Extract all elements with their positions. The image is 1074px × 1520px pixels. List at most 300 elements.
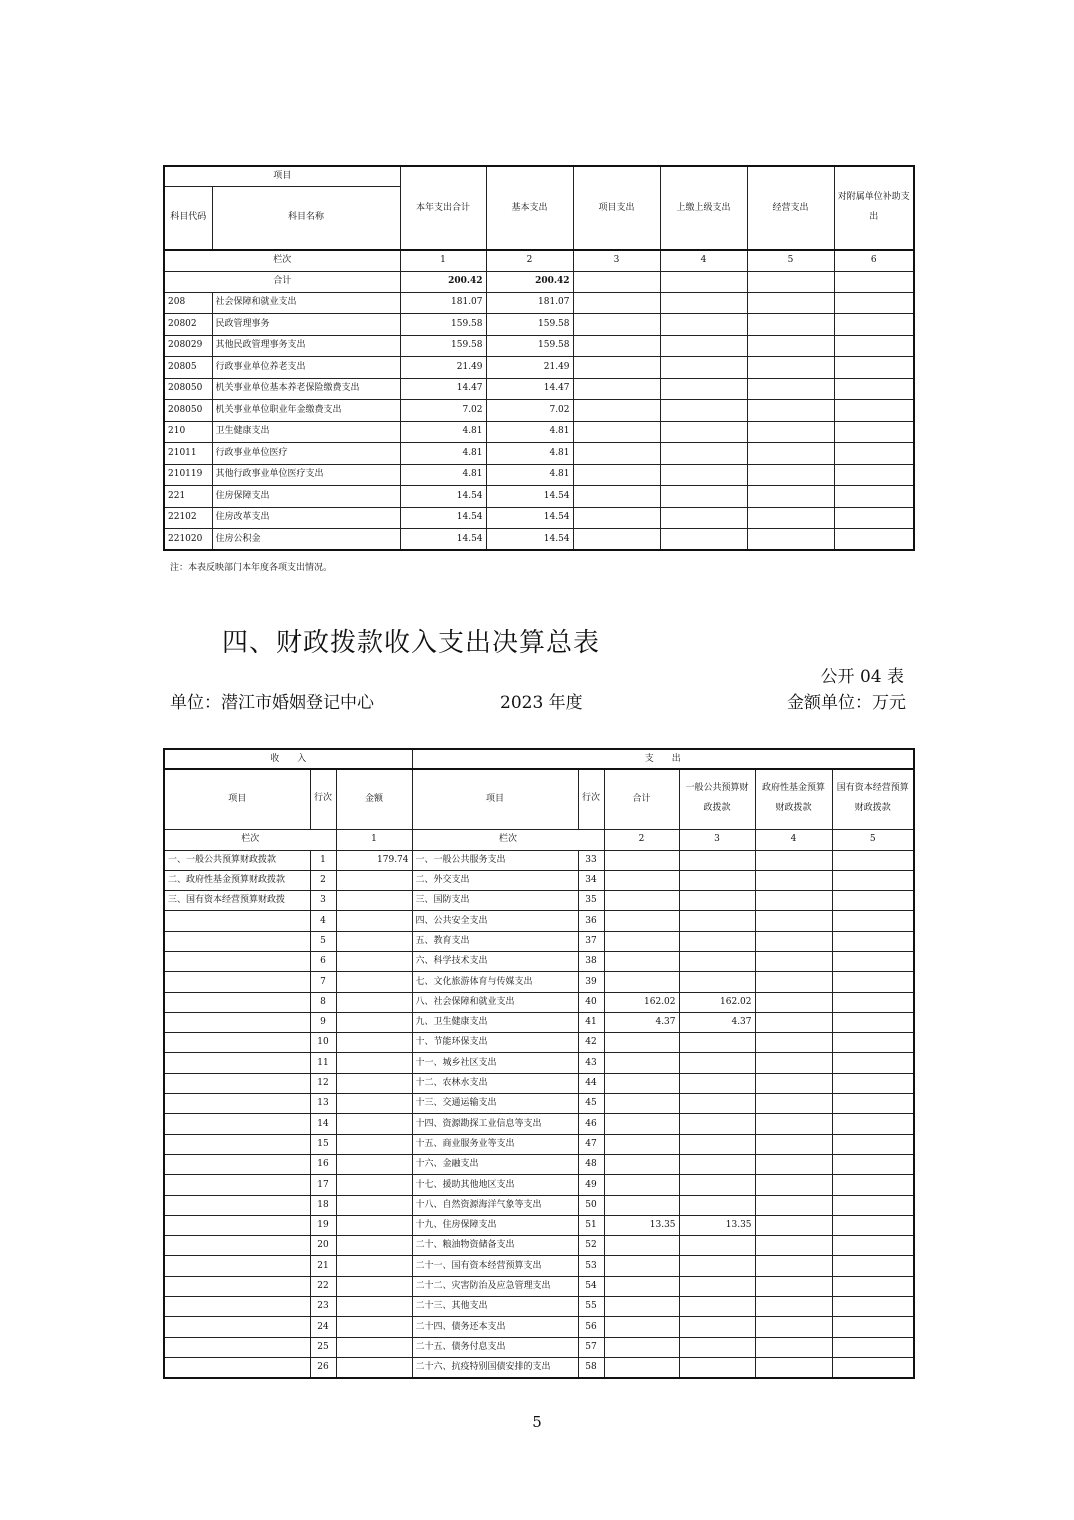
- colnum: 6: [834, 250, 914, 271]
- table-row: [164, 335, 914, 357]
- row-project: [573, 464, 660, 486]
- subject-code: 210119: [164, 464, 212, 486]
- income-line: 24: [310, 1317, 336, 1337]
- expense-total: 162.02: [604, 992, 679, 1012]
- expense-total: 13.35: [604, 1215, 679, 1235]
- expense-line: 43: [578, 1053, 604, 1073]
- row-upper: [660, 400, 747, 422]
- table-row: [164, 357, 914, 379]
- colnum: 3: [679, 829, 755, 850]
- expense-state-cap: [832, 1073, 914, 1093]
- amount-unit-label: 金额单位：万元: [787, 693, 906, 713]
- income-amount: [336, 951, 412, 971]
- expense-state-cap: [832, 951, 914, 971]
- income-amount: [336, 1154, 412, 1174]
- income-amount: [336, 992, 412, 1012]
- row-basic: 181.07: [486, 292, 573, 314]
- income-item: 三、国有资本经营预算财政拨: [164, 891, 310, 911]
- subject-code: 208: [164, 292, 212, 314]
- row-total: 14.47: [400, 378, 486, 400]
- expense-general: [679, 891, 755, 911]
- income-line: 16: [310, 1154, 336, 1174]
- expense-item: 十二、农林水支出: [412, 1073, 578, 1093]
- expense-line: 51: [578, 1215, 604, 1235]
- row-basic: 21.49: [486, 357, 573, 379]
- income-line: 10: [310, 1033, 336, 1053]
- income-line: 3: [310, 891, 336, 911]
- row-project: [573, 507, 660, 529]
- header-colno: 栏次: [164, 250, 400, 271]
- row-basic: 14.54: [486, 529, 573, 551]
- income-amount: [336, 1317, 412, 1337]
- expense-item: 十三、交通运输支出: [412, 1094, 578, 1114]
- expense-item: 五、教育支出: [412, 931, 578, 951]
- table-row: [164, 1094, 914, 1114]
- row-project: [573, 400, 660, 422]
- expense-general: [679, 1175, 755, 1195]
- expense-line: 52: [578, 1236, 604, 1256]
- expense-item: 十七、援助其他地区支出: [412, 1175, 578, 1195]
- income-item: [164, 1357, 310, 1377]
- row-subsidy: [834, 486, 914, 508]
- expense-state-cap: [832, 850, 914, 870]
- expense-line: 49: [578, 1175, 604, 1195]
- income-item: [164, 1337, 310, 1357]
- header-upper: 上缴上级支出: [660, 166, 747, 250]
- income-item: [164, 1215, 310, 1235]
- expense-gov-fund: [755, 1175, 832, 1195]
- expense-line: 38: [578, 951, 604, 971]
- expense-total: [604, 850, 679, 870]
- header-item: 项目: [164, 769, 310, 829]
- expense-state-cap: [832, 992, 914, 1012]
- expense-item: 十六、金融支出: [412, 1154, 578, 1174]
- expense-gov-fund: [755, 1134, 832, 1154]
- row-business: [747, 314, 834, 336]
- income-line: 11: [310, 1053, 336, 1073]
- expense-state-cap: [832, 911, 914, 931]
- colnum: 5: [747, 250, 834, 271]
- subject-name: 社会保障和就业支出: [212, 292, 400, 314]
- expense-total: [604, 931, 679, 951]
- page-number: 5: [532, 1413, 542, 1431]
- expense-item: 四、公共安全支出: [412, 911, 578, 931]
- expense-item: 六、科学技术支出: [412, 951, 578, 971]
- expense-general: [679, 1094, 755, 1114]
- row-upper: [660, 529, 747, 551]
- header-basic: 基本支出: [486, 166, 573, 250]
- table-row: [164, 1053, 914, 1073]
- sum-total: 200.42: [400, 271, 486, 292]
- expense-gov-fund: [755, 1114, 832, 1134]
- expense-state-cap: [832, 1094, 914, 1114]
- row-basic: 4.81: [486, 421, 573, 443]
- income-amount: [336, 911, 412, 931]
- income-amount: [336, 1094, 412, 1114]
- expense-gov-fund: [755, 1012, 832, 1032]
- header-expense: 支 出: [412, 749, 914, 769]
- income-line: 15: [310, 1134, 336, 1154]
- subject-code: 221020: [164, 529, 212, 551]
- row-subsidy: [834, 421, 914, 443]
- income-amount: [336, 1256, 412, 1276]
- expense-total: [604, 1033, 679, 1053]
- expense-gov-fund: [755, 1094, 832, 1114]
- expense-item: 二十六、抗疫特别国债安排的支出: [412, 1357, 578, 1377]
- table-row: [164, 486, 914, 508]
- expense-line: 36: [578, 911, 604, 931]
- row-subsidy: [834, 464, 914, 486]
- expense-general: [679, 1276, 755, 1296]
- income-amount: 179.74: [336, 850, 412, 870]
- expense-line: 56: [578, 1317, 604, 1337]
- expense-total: [604, 1256, 679, 1276]
- row-upper: [660, 335, 747, 357]
- expense-gov-fund: [755, 1276, 832, 1296]
- expense-state-cap: [832, 1337, 914, 1357]
- row-total: 14.54: [400, 486, 486, 508]
- table-row: [164, 1073, 914, 1093]
- expense-state-cap: [832, 972, 914, 992]
- expense-general: [679, 1256, 755, 1276]
- row-subsidy: [834, 507, 914, 529]
- expense-line: 58: [578, 1357, 604, 1377]
- expense-gov-fund: [755, 850, 832, 870]
- row-subsidy: [834, 335, 914, 357]
- subject-name: 卫生健康支出: [212, 421, 400, 443]
- expense-item: 十、节能环保支出: [412, 1033, 578, 1053]
- table-row: [164, 850, 914, 870]
- expense-total: [604, 1154, 679, 1174]
- income-item: [164, 1073, 310, 1093]
- table-row: [164, 972, 914, 992]
- row-business: [747, 443, 834, 465]
- expense-total: [604, 1357, 679, 1377]
- income-line: 5: [310, 931, 336, 951]
- table-row: [164, 1297, 914, 1317]
- row-upper: [660, 443, 747, 465]
- expense-line: 39: [578, 972, 604, 992]
- expense-line: 37: [578, 931, 604, 951]
- subject-name: 行政事业单位养老支出: [212, 357, 400, 379]
- colnum: 3: [573, 250, 660, 271]
- row-business: [747, 400, 834, 422]
- expense-total: [604, 1195, 679, 1215]
- colnum: 1: [336, 829, 412, 850]
- row-upper: [660, 507, 747, 529]
- expense-item: 二十四、债务还本支出: [412, 1317, 578, 1337]
- table-row: [164, 1317, 914, 1337]
- expense-item: 二十、粮油物资储备支出: [412, 1236, 578, 1256]
- income-line: 23: [310, 1297, 336, 1317]
- expense-line: 35: [578, 891, 604, 911]
- table-row: [164, 1134, 914, 1154]
- header-project: 项目支出: [573, 166, 660, 250]
- sum-basic: 200.42: [486, 271, 573, 292]
- table-row: [164, 1114, 914, 1134]
- expense-total: [604, 1317, 679, 1337]
- income-amount: [336, 1073, 412, 1093]
- income-line: 2: [310, 870, 336, 890]
- row-basic: 4.81: [486, 464, 573, 486]
- expense-gov-fund: [755, 911, 832, 931]
- expense-gov-fund: [755, 870, 832, 890]
- expense-line: 57: [578, 1337, 604, 1357]
- header-colno: 栏次: [164, 829, 336, 850]
- row-total: 14.54: [400, 507, 486, 529]
- row-basic: 14.54: [486, 486, 573, 508]
- subject-code: 21011: [164, 443, 212, 465]
- income-amount: [336, 1236, 412, 1256]
- income-item: [164, 1236, 310, 1256]
- expense-item: 十八、自然资源海洋气象等支出: [412, 1195, 578, 1215]
- row-upper: [660, 464, 747, 486]
- table-row: [164, 1357, 914, 1377]
- table-row: [164, 1012, 914, 1032]
- row-upper: [660, 292, 747, 314]
- income-item: [164, 1297, 310, 1317]
- expense-gov-fund: [755, 1215, 832, 1235]
- expense-gov-fund: [755, 931, 832, 951]
- row-total: 159.58: [400, 335, 486, 357]
- row-subsidy: [834, 314, 914, 336]
- table-row: [164, 421, 914, 443]
- expense-total: 4.37: [604, 1012, 679, 1032]
- subject-code: 22102: [164, 507, 212, 529]
- income-item: [164, 1195, 310, 1215]
- row-total: 14.54: [400, 529, 486, 551]
- row-upper: [660, 486, 747, 508]
- income-item: [164, 1012, 310, 1032]
- row-business: [747, 486, 834, 508]
- row-business: [747, 378, 834, 400]
- income-line: 26: [310, 1357, 336, 1377]
- income-amount: [336, 870, 412, 890]
- expense-total: [604, 1175, 679, 1195]
- table-note: 注：本表反映部门本年度各项支出情况。: [170, 563, 333, 573]
- expense-total: [604, 1276, 679, 1296]
- subject-name: 机关事业单位职业年金缴费支出: [212, 400, 400, 422]
- expense-general: [679, 1154, 755, 1174]
- expense-general: [679, 1195, 755, 1215]
- row-total: 21.49: [400, 357, 486, 379]
- header-name: 科目名称: [212, 186, 400, 250]
- table-row: [164, 400, 914, 422]
- expense-gov-fund: [755, 1073, 832, 1093]
- expense-line: 55: [578, 1297, 604, 1317]
- header-total: 合计: [604, 769, 679, 829]
- expense-gov-fund: [755, 1357, 832, 1377]
- expense-item: 三、国防支出: [412, 891, 578, 911]
- income-amount: [336, 891, 412, 911]
- colnum: 2: [604, 829, 679, 850]
- expense-total: [604, 1114, 679, 1134]
- row-subsidy: [834, 378, 914, 400]
- subject-name: 其他行政事业单位医疗支出: [212, 464, 400, 486]
- table-row: [164, 992, 914, 1012]
- expense-general: [679, 870, 755, 890]
- income-line: 6: [310, 951, 336, 971]
- expense-line: 42: [578, 1033, 604, 1053]
- income-line: 20: [310, 1236, 336, 1256]
- expense-total: [604, 1094, 679, 1114]
- income-item: 二、政府性基金预算财政拨款: [164, 870, 310, 890]
- table-row: [164, 378, 914, 400]
- table-row: [164, 292, 914, 314]
- expense-line: 48: [578, 1154, 604, 1174]
- expense-gov-fund: [755, 1297, 832, 1317]
- subject-code: 208050: [164, 378, 212, 400]
- row-upper: [660, 378, 747, 400]
- fiscal-summary-table: [163, 748, 915, 1379]
- row-project: [573, 529, 660, 551]
- header-total: 本年支出合计: [400, 166, 486, 250]
- expense-general: [679, 1317, 755, 1337]
- colnum: 1: [400, 250, 486, 271]
- income-amount: [336, 1033, 412, 1053]
- expense-gov-fund: [755, 972, 832, 992]
- expense-general: [679, 1357, 755, 1377]
- expenditure-table: [163, 165, 915, 551]
- row-total: 4.81: [400, 421, 486, 443]
- expense-state-cap: [832, 891, 914, 911]
- section-title: 四、财政拨款收入支出决算总表: [222, 628, 601, 658]
- expense-line: 40: [578, 992, 604, 1012]
- income-line: 21: [310, 1256, 336, 1276]
- income-item: [164, 1175, 310, 1195]
- header-subsidy: 对附属单位补助支出: [834, 166, 914, 250]
- table-row: [164, 1256, 914, 1276]
- expense-general: [679, 1134, 755, 1154]
- subject-code: 221: [164, 486, 212, 508]
- row-project: [573, 378, 660, 400]
- subject-code: 208029: [164, 335, 212, 357]
- income-amount: [336, 1012, 412, 1032]
- row-project: [573, 421, 660, 443]
- table-row: [164, 1175, 914, 1195]
- header-gov-fund: 政府性基金预算财政拨款: [755, 769, 832, 829]
- expense-state-cap: [832, 1154, 914, 1174]
- expense-general: [679, 1297, 755, 1317]
- table-row: [164, 1215, 914, 1235]
- expense-state-cap: [832, 1134, 914, 1154]
- income-amount: [336, 1276, 412, 1296]
- expense-general: [679, 911, 755, 931]
- income-line: 25: [310, 1337, 336, 1357]
- table-row: [164, 314, 914, 336]
- expense-state-cap: [832, 1256, 914, 1276]
- income-item: [164, 1276, 310, 1296]
- expense-total: [604, 951, 679, 971]
- expense-item: 二十五、债务付息支出: [412, 1337, 578, 1357]
- row-project: [573, 357, 660, 379]
- header-general: 一般公共预算财政拨款: [679, 769, 755, 829]
- income-line: 8: [310, 992, 336, 1012]
- row-subsidy: [834, 529, 914, 551]
- income-item: [164, 1033, 310, 1053]
- expense-general: [679, 1033, 755, 1053]
- expense-gov-fund: [755, 1317, 832, 1337]
- subject-name: 住房改革支出: [212, 507, 400, 529]
- row-project: [573, 443, 660, 465]
- expense-gov-fund: [755, 891, 832, 911]
- expense-gov-fund: [755, 1256, 832, 1276]
- row-basic: 159.58: [486, 335, 573, 357]
- expense-state-cap: [832, 1317, 914, 1337]
- expense-general: [679, 972, 755, 992]
- expense-line: 45: [578, 1094, 604, 1114]
- expense-general: 4.37: [679, 1012, 755, 1032]
- income-item: [164, 1134, 310, 1154]
- income-item: [164, 911, 310, 931]
- expense-total: [604, 1236, 679, 1256]
- table-row: [164, 1195, 914, 1215]
- subject-name: 行政事业单位医疗: [212, 443, 400, 465]
- colnum: 4: [660, 250, 747, 271]
- row-basic: 14.54: [486, 507, 573, 529]
- unit-label: 单位：潜江市婚姻登记中心: [170, 693, 374, 713]
- table-row: [164, 443, 914, 465]
- expense-item: 九、卫生健康支出: [412, 1012, 578, 1032]
- expense-state-cap: [832, 1215, 914, 1235]
- sum-label: 合计: [164, 271, 400, 292]
- table-row: [164, 951, 914, 971]
- table-number: 公开 04 表: [820, 667, 904, 687]
- row-project: [573, 292, 660, 314]
- income-line: 7: [310, 972, 336, 992]
- row-upper: [660, 357, 747, 379]
- income-amount: [336, 1337, 412, 1357]
- expense-general: [679, 850, 755, 870]
- row-total: 181.07: [400, 292, 486, 314]
- subject-name: 住房公积金: [212, 529, 400, 551]
- expense-total: [604, 1053, 679, 1073]
- income-line: 12: [310, 1073, 336, 1093]
- subject-name: 住房保障支出: [212, 486, 400, 508]
- colnum: 4: [755, 829, 832, 850]
- income-amount: [336, 1357, 412, 1377]
- expense-gov-fund: [755, 1236, 832, 1256]
- expense-item: 一、一般公共服务支出: [412, 850, 578, 870]
- expense-general: [679, 1053, 755, 1073]
- income-amount: [336, 1053, 412, 1073]
- expense-item: 七、文化旅游体育与传媒支出: [412, 972, 578, 992]
- row-subsidy: [834, 400, 914, 422]
- row-basic: 14.47: [486, 378, 573, 400]
- income-amount: [336, 1297, 412, 1317]
- expense-total: [604, 1337, 679, 1357]
- income-line: 18: [310, 1195, 336, 1215]
- income-item: [164, 992, 310, 1012]
- expense-line: 53: [578, 1256, 604, 1276]
- expense-line: 54: [578, 1276, 604, 1296]
- income-item: [164, 931, 310, 951]
- expense-state-cap: [832, 1357, 914, 1377]
- row-basic: 4.81: [486, 443, 573, 465]
- expense-item: 十一、城乡社区支出: [412, 1053, 578, 1073]
- income-item: [164, 972, 310, 992]
- table-row: [164, 1276, 914, 1296]
- expense-item: 十五、商业服务业等支出: [412, 1134, 578, 1154]
- income-amount: [336, 1134, 412, 1154]
- expense-general: [679, 951, 755, 971]
- row-business: [747, 421, 834, 443]
- expense-line: 41: [578, 1012, 604, 1032]
- row-basic: 159.58: [486, 314, 573, 336]
- header-line2: 行次: [578, 769, 604, 829]
- expense-line: 50: [578, 1195, 604, 1215]
- expense-gov-fund: [755, 1033, 832, 1053]
